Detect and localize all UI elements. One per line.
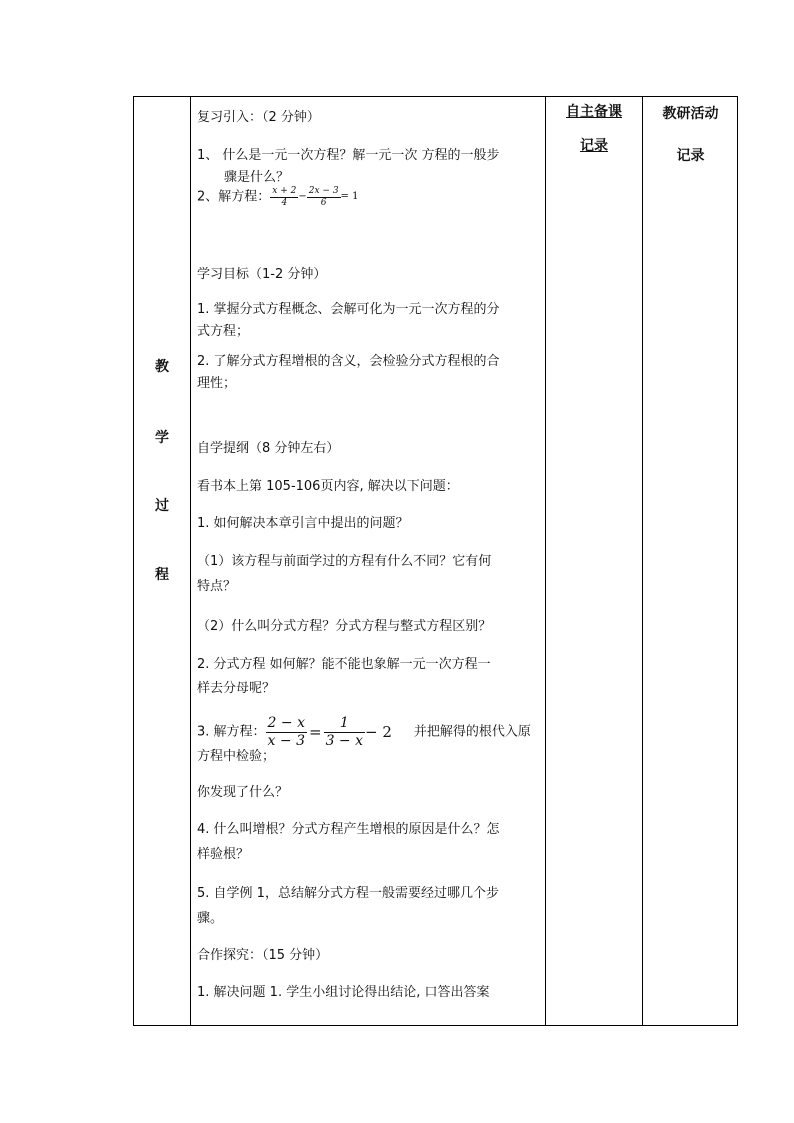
fraction-denominator: 4 xyxy=(281,197,288,208)
fraction-numerator: x + 2 xyxy=(272,185,297,196)
outline-title: 自学提纲（8 分钟左右） xyxy=(197,441,340,456)
review-question-1: 1、 什么是一元一次方程？解一元一次 方程的一般步 xyxy=(197,148,500,163)
outline-question-3 xyxy=(197,712,531,753)
outline-question-1b: （2）什么叫分式方程？分式方程与整式方程区别？ xyxy=(197,619,492,634)
outline-question-4: 4. 什么叫增根？分式方程产生增根的原因是什么？怎 xyxy=(197,822,500,837)
research-record-header: 教研活动 xyxy=(662,106,719,122)
side-label-char: 教 xyxy=(155,359,169,375)
outline-question-1a-cont: 特点？ xyxy=(197,579,237,594)
equation-rhs: = 1 xyxy=(340,191,359,202)
review-question-2-label: 2、解方程： xyxy=(197,189,271,205)
goal-1: 1. 掌握分式方程概念、会解可化为一元一次方程的分 xyxy=(197,302,500,317)
goal-1-cont: 式方程； xyxy=(197,324,250,339)
outline-question-3-after: 并把解得的根代入原 xyxy=(413,724,531,740)
coop-title: 合作探究：（15 分钟） xyxy=(197,948,329,963)
fraction-numerator: 2x − 3 xyxy=(308,185,339,196)
equation-fraction xyxy=(324,715,365,750)
column-divider xyxy=(190,97,191,1025)
side-label-char: 学 xyxy=(155,430,169,446)
fraction-denominator: 3 − x xyxy=(325,732,363,749)
fraction-denominator: x − 3 xyxy=(267,732,305,749)
goal-2-cont: 理性； xyxy=(197,376,237,391)
goal-2: 2. 了解分式方程增根的含义，会检验分式方程根的合 xyxy=(197,354,500,369)
equation-fraction xyxy=(266,715,307,750)
outline-found: 你发现了什么？ xyxy=(197,785,289,800)
equation-tail: − 2 xyxy=(365,723,392,741)
outline-question-5: 5. 自学例 1，总结解分式方程一般需要经过哪几个步 xyxy=(197,886,499,901)
outline-intro: 看书本上第 105-106页内容, 解决以下问题： xyxy=(197,479,459,494)
fraction-denominator: 6 xyxy=(320,197,327,208)
minus-sign: − xyxy=(298,191,307,202)
research-record-header-line2: 记录 xyxy=(676,148,705,164)
outline-question-2: 2. 分式方程 如何解？能不能也象解一元一次方程一 xyxy=(197,657,491,672)
outline-question-2-cont: 样去分母呢？ xyxy=(197,681,276,696)
equation-fraction xyxy=(270,186,298,209)
prep-record-header-line2: 记录 xyxy=(580,138,608,154)
outline-question-4-cont: 样验根？ xyxy=(197,847,250,862)
goals-title: 学习目标（1-2 分钟） xyxy=(197,267,327,282)
coop-item-1: 1. 解决问题 1. 学生小组讨论得出结论, 口答出答案 xyxy=(197,985,490,1000)
equals-sign: = xyxy=(308,723,322,741)
outline-question-3-label: 3. 解方程： xyxy=(197,724,266,740)
fraction-numerator: 2 − x xyxy=(267,714,305,731)
outline-question-1: 1. 如何解决本章引言中提出的问题？ xyxy=(197,516,409,531)
side-label-char: 程 xyxy=(155,567,169,583)
column-divider xyxy=(642,97,643,1025)
equation-fraction xyxy=(307,186,341,209)
side-label-char: 过 xyxy=(155,498,169,514)
review-title: 复习引入：（2 分钟） xyxy=(197,110,320,125)
outline-question-1a: （1）该方程与前面学过的方程有什么不同？它有何 xyxy=(197,554,492,569)
prep-record-header: 自主备课 xyxy=(566,104,622,120)
lesson-table xyxy=(133,96,738,1026)
review-question-1-cont: 骤是什么？ xyxy=(224,170,290,185)
fraction-numerator: 1 xyxy=(324,715,365,733)
outline-question-5-cont: 骤。 xyxy=(197,911,224,926)
review-question-2 xyxy=(197,185,358,210)
outline-question-3-cont: 方程中检验； xyxy=(197,749,276,764)
column-divider xyxy=(545,97,546,1025)
